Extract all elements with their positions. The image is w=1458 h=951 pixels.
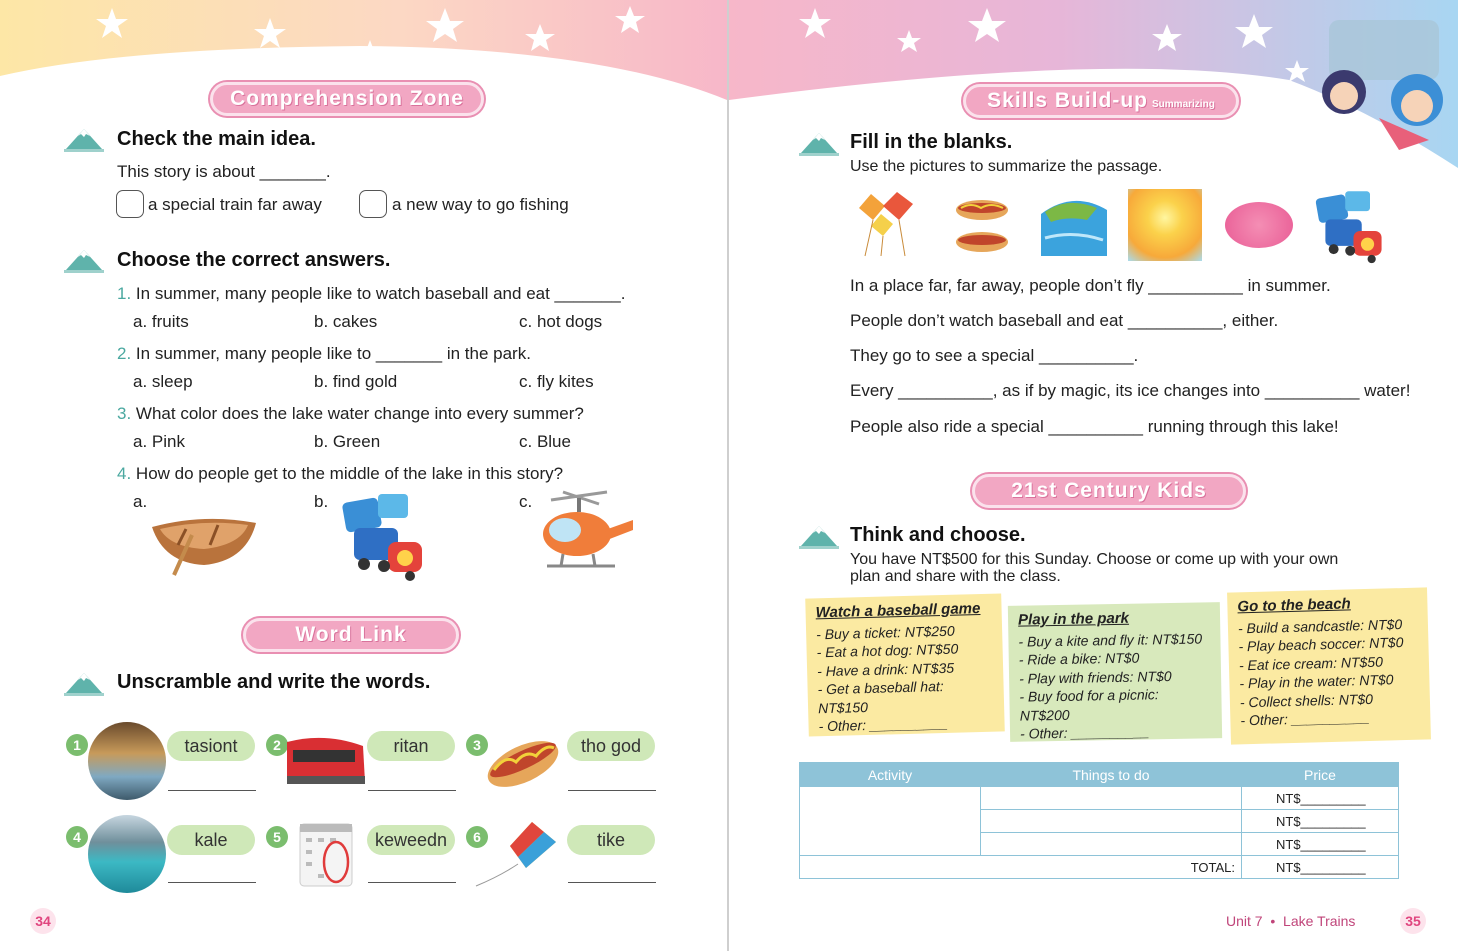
question-text: How do people get to the middle of the lake in this story? [135,464,564,483]
footer-lesson-title: Lake Trains [1283,913,1356,929]
things-cell[interactable] [981,810,1242,833]
train-picture [285,728,367,792]
scrambled-word: tasiont [167,731,255,761]
word-link-banner: Word Link [243,618,459,652]
answer-line[interactable] [168,882,256,883]
note-item: - Other: __________ [1240,708,1370,729]
note-item: - Other: __________ [1019,723,1150,742]
mountain-icon [64,669,104,697]
footer-separator: • [1270,913,1276,929]
scrambled-word: tike [567,825,655,855]
things-column-header: Things to do [981,763,1242,787]
train-clue-icon [1313,188,1389,264]
main-idea-prompt: This story is about _______. [117,162,331,181]
answer-line[interactable] [568,790,656,791]
price-cell[interactable]: NT$_________ [1242,833,1399,856]
lake-picture [88,815,166,893]
note-item: - Buy a ticket: NT$250 [815,622,955,642]
activity-cell[interactable] [800,787,981,856]
price-column-header: Price [1242,763,1399,787]
note-item: - Play beach soccer: NT$0 [1238,634,1404,655]
right-page [729,0,1458,951]
total-price-cell[interactable]: NT$_________ [1242,856,1399,879]
21st-century-kids-banner: 21st Century Kids [972,474,1246,508]
calendar-picture [296,818,356,888]
fill-blanks-heading: Fill in the blanks. [850,131,1013,153]
question-text: In summer, many people like to _______ in the park. [135,344,531,363]
skills-title: Skills Build-up [987,89,1149,112]
question-number: 2. [117,344,132,363]
question-4 [117,464,563,484]
answer-b[interactable]: b. find gold [314,372,398,391]
hot-dog-picture [482,724,564,794]
note-item: - Eat a hot dog: NT$50 [816,640,959,661]
mountain-icon [64,125,104,153]
note-item: - Buy a kite and fly it: NT$150 [1018,629,1203,650]
answer-line[interactable] [368,790,456,791]
think-instruction-line-2: plan and share with the class. [850,568,1061,585]
park-plan-note[interactable] [1008,602,1222,742]
note-item: - Play in the water: NT$0 [1239,671,1394,692]
page-number-right: 35 [1400,908,1426,934]
summary-sentence-4[interactable]: Every __________, as if by magic, its ice changes into __________ water! [850,381,1411,400]
choose-answers-heading: Choose the correct answers. [117,249,391,271]
total-label: TOTAL: [800,856,1242,879]
rowboat-icon[interactable] [148,505,260,577]
question-text: What color does the lake water change into every summer? [135,404,584,423]
helicopter-icon[interactable] [535,490,637,578]
skills-subtitle: Summarizing [1152,99,1215,110]
think-instruction-line-1: You have NT$500 for this Sunday. Choose or come up with your own [850,551,1339,568]
scrambled-word: keweedn [367,825,455,855]
kite-picture [470,820,560,892]
item-number-badge: 2 [266,734,288,756]
question-text: In summer, many people like to watch baseball and eat _______. [135,284,626,303]
note-title: Play in the park [1017,609,1130,629]
hot-dogs-clue-icon [951,194,1013,258]
answer-line[interactable] [368,882,456,883]
mountain-icon [64,246,104,274]
answer-c[interactable]: c. hot dogs [519,312,603,331]
sun-clue-icon [1128,189,1202,261]
note-item: - Buy food for a picnic: NT$200 [1019,686,1159,724]
question-2 [117,344,531,364]
option-label-2: a new way to go fishing [392,195,569,214]
skills-build-up-banner [963,84,1239,118]
item-number-badge: 1 [66,734,88,756]
scrambled-word: kale [167,825,255,855]
unscramble-heading: Unscramble and write the words. [117,671,431,693]
answer-a[interactable]: a. fruits [133,312,189,331]
beach-plan-note[interactable] [1227,587,1431,744]
comprehension-zone-banner: Comprehension Zone [210,82,484,116]
item-number-badge: 4 [66,826,88,848]
note-item: - Collect shells: NT$0 [1239,690,1374,710]
answer-c[interactable]: c. [519,492,533,511]
activity-column-header: Activity [800,763,981,787]
option-checkbox-1[interactable] [116,190,144,218]
answer-a[interactable]: a. Pink [133,432,185,451]
page-number-left: 34 [30,908,56,934]
item-number-badge: 3 [466,734,488,756]
answer-b[interactable]: b. cakes [314,312,378,331]
summary-sentence-5[interactable]: People also ride a special __________ running through this lake! [850,417,1339,436]
answer-b[interactable]: b. Green [314,432,381,451]
question-3 [117,404,584,424]
note-item: - Build a sandcastle: NT$0 [1237,615,1403,636]
answer-line[interactable] [568,882,656,883]
note-item: - Have a drink: NT$35 [816,659,955,679]
pink-lake-clue-icon [1225,202,1293,248]
train-icon[interactable] [340,490,430,582]
answer-b[interactable]: b. [314,492,329,511]
things-cell[interactable] [981,787,1242,810]
note-item: - Other: __________ [818,714,948,735]
note-item: - Ride a bike: NT$0 [1018,649,1140,668]
option-label-1: a special train far away [148,195,322,214]
answer-c[interactable]: c. fly kites [519,372,594,391]
price-cell[interactable]: NT$_________ [1242,810,1399,833]
summary-sentence-2[interactable]: People don’t watch baseball and eat __________, either. [850,311,1279,330]
footer-unit [1226,913,1355,929]
things-cell[interactable] [981,833,1242,856]
footer-unit-label: Unit 7 [1226,913,1263,929]
mountain-icon [799,522,839,550]
mountain-icon [799,129,839,157]
lake-clue-icon [1037,190,1109,258]
scrambled-word: tho god [567,731,655,761]
note-item: - Get a baseball hat: NT$150 [817,677,944,716]
note-title: Go to the beach [1237,595,1351,616]
station-picture [88,722,166,800]
answer-line[interactable] [168,790,256,791]
item-number-badge: 5 [266,826,288,848]
kites-clue-icon [851,190,919,260]
summary-sentence-3[interactable]: They go to see a special __________. [850,346,1139,365]
question-number: 4. [117,464,132,483]
note-item: - Eat ice cream: NT$50 [1238,653,1384,673]
note-item: - Play with friends: NT$0 [1018,667,1172,687]
answer-a[interactable]: a. [133,492,148,511]
option-checkbox-2[interactable] [359,190,387,218]
question-number: 1. [117,284,132,303]
answer-c[interactable]: c. Blue [519,432,571,451]
plan-table [799,762,1399,879]
fill-blanks-instruction: Use the pictures to summarize the passage. [850,158,1163,175]
price-cell[interactable]: NT$_________ [1242,787,1399,810]
question-number: 3. [117,404,132,423]
left-page [0,0,727,951]
item-number-badge: 6 [466,826,488,848]
summary-sentence-1[interactable]: In a place far, far away, people don’t fly __________ in summer. [850,276,1331,295]
baseball-plan-note[interactable] [805,593,1005,736]
note-title: Watch a baseball game [815,600,981,622]
think-choose-heading: Think and choose. [850,524,1026,546]
answer-a[interactable]: a. sleep [133,372,193,391]
check-main-idea-heading: Check the main idea. [117,128,316,150]
question-1 [117,284,625,304]
scrambled-word: ritan [367,731,455,761]
